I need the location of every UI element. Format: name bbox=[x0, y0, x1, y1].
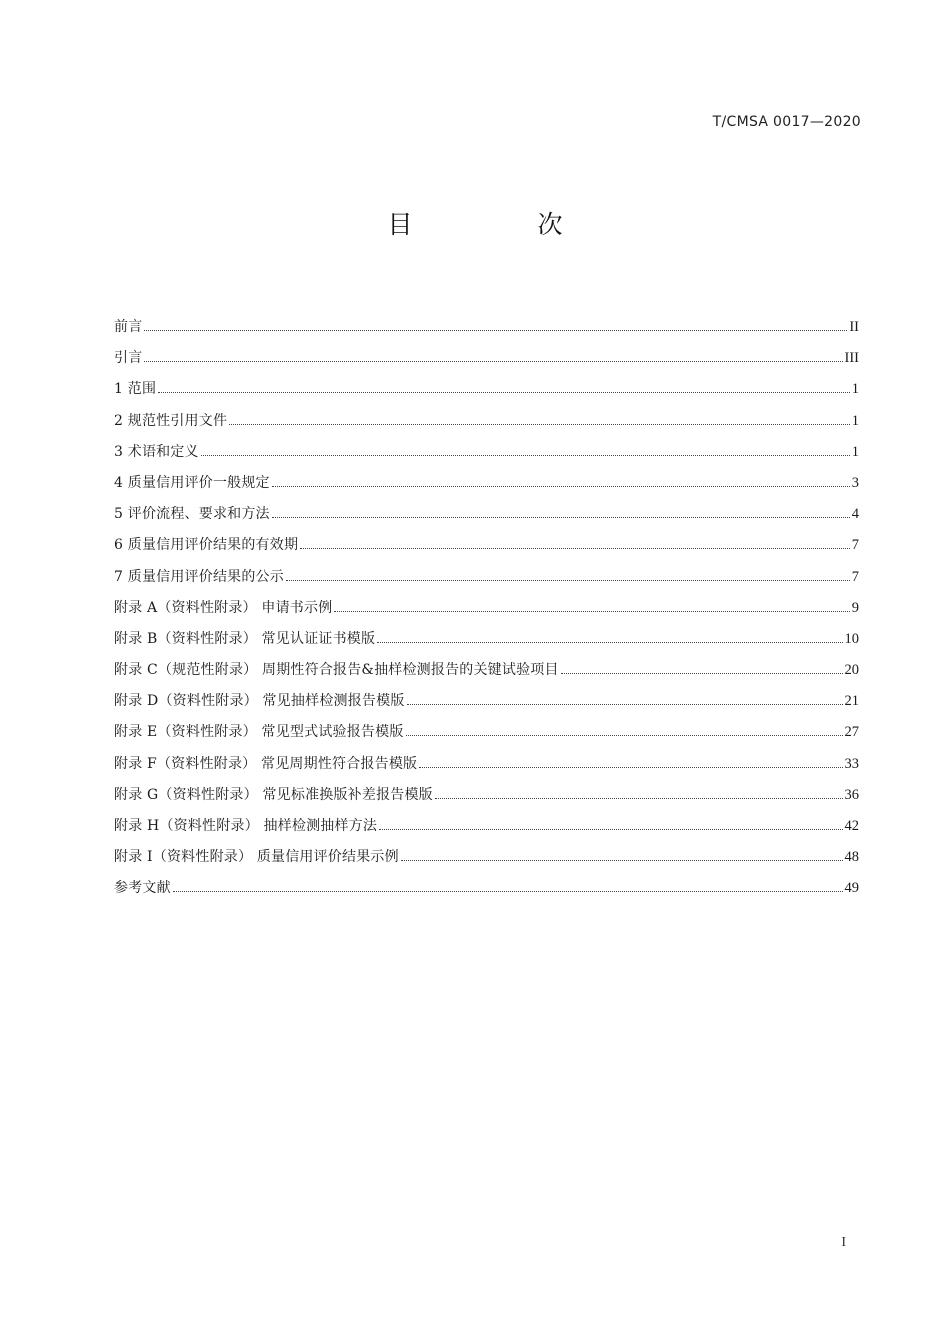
toc-entry-annex-d[interactable] bbox=[114, 690, 859, 721]
toc-entry-label: 5 评价流程、要求和方法 bbox=[114, 506, 270, 523]
toc-entry-annex-h[interactable] bbox=[114, 815, 859, 846]
toc-entry-page: 10 bbox=[844, 630, 859, 647]
table-of-contents bbox=[114, 316, 859, 909]
toc-entry-label: 附录 H（资料性附录） 抽样检测抽样方法 bbox=[114, 818, 378, 834]
toc-entry-label: 参考文献 bbox=[114, 880, 171, 897]
toc-leader-dots bbox=[379, 829, 842, 830]
toc-leader-dots bbox=[272, 486, 850, 487]
toc-leader-dots bbox=[435, 798, 843, 799]
toc-entry-page: 21 bbox=[844, 693, 859, 710]
toc-entry-introduction[interactable] bbox=[114, 347, 859, 378]
toc-entry-validity-period[interactable] bbox=[114, 534, 859, 565]
toc-entry-label: 附录 F（资料性附录） 常见周期性符合报告模版 bbox=[114, 755, 418, 772]
toc-leader-dots bbox=[419, 767, 842, 768]
toc-entry-page: II bbox=[849, 319, 859, 335]
toc-leader-dots bbox=[229, 424, 850, 425]
toc-entry-terms-definitions[interactable] bbox=[114, 441, 859, 472]
toc-entry-foreword[interactable] bbox=[114, 316, 859, 347]
toc-entry-label: 引言 bbox=[114, 350, 143, 367]
toc-entry-annex-f[interactable] bbox=[114, 753, 859, 784]
toc-entry-annex-b[interactable] bbox=[114, 628, 859, 659]
toc-leader-dots bbox=[286, 580, 850, 581]
toc-entry-normative-references[interactable] bbox=[114, 410, 859, 441]
toc-entry-annex-e[interactable] bbox=[114, 721, 859, 752]
toc-entry-page: 1 bbox=[851, 443, 859, 460]
toc-leader-dots bbox=[144, 330, 847, 331]
toc-entry-label: 前言 bbox=[114, 319, 143, 335]
toc-entry-label: 附录 C（规范性附录） 周期性符合报告&抽样检测报告的关键试验项目 bbox=[114, 662, 559, 679]
page-number: I bbox=[841, 1235, 846, 1250]
toc-title: 目 次 bbox=[387, 210, 613, 239]
toc-entry-label: 附录 A（资料性附录） 申请书示例 bbox=[114, 599, 333, 616]
toc-entry-annex-c[interactable] bbox=[114, 659, 859, 690]
toc-entry-bibliography[interactable] bbox=[114, 877, 859, 908]
toc-entry-page: III bbox=[844, 350, 859, 367]
toc-entry-annex-i[interactable] bbox=[114, 846, 859, 877]
toc-entry-label: 3 术语和定义 bbox=[114, 443, 199, 460]
toc-entry-page: 1 bbox=[851, 381, 859, 398]
toc-leader-dots bbox=[406, 735, 843, 736]
toc-entry-page: 42 bbox=[844, 818, 859, 834]
toc-entry-label: 附录 I（资料性附录） 质量信用评价结果示例 bbox=[114, 849, 399, 866]
toc-entry-page: 7 bbox=[851, 537, 859, 554]
toc-leader-dots bbox=[401, 860, 843, 861]
toc-entry-page: 49 bbox=[844, 880, 859, 897]
toc-leader-dots bbox=[407, 704, 843, 705]
toc-entry-page: 48 bbox=[844, 849, 859, 866]
toc-entry-page: 4 bbox=[851, 506, 859, 523]
toc-entry-label: 7 质量信用评价结果的公示 bbox=[114, 568, 284, 585]
toc-entry-label: 6 质量信用评价结果的有效期 bbox=[114, 537, 299, 554]
toc-leader-dots bbox=[561, 673, 843, 674]
toc-leader-dots bbox=[272, 517, 850, 518]
toc-entry-label: 附录 E（资料性附录） 常见型式试验报告模版 bbox=[114, 724, 404, 741]
toc-leader-dots bbox=[377, 642, 842, 643]
toc-entry-annex-g[interactable] bbox=[114, 784, 859, 815]
toc-entry-label: 附录 B（资料性附录） 常见认证证书模版 bbox=[114, 630, 376, 647]
toc-leader-dots bbox=[144, 361, 842, 362]
toc-entry-label: 4 质量信用评价一般规定 bbox=[114, 474, 270, 491]
toc-entry-page: 27 bbox=[844, 724, 859, 741]
toc-entry-page: 36 bbox=[844, 786, 859, 803]
toc-entry-page: 7 bbox=[851, 568, 859, 585]
toc-leader-dots bbox=[173, 891, 843, 892]
toc-entry-page: 9 bbox=[851, 599, 859, 616]
toc-entry-label: 附录 G（资料性附录） 常见标准换版补差报告模版 bbox=[114, 786, 433, 803]
toc-entry-annex-a[interactable] bbox=[114, 597, 859, 628]
toc-entry-page: 3 bbox=[851, 474, 859, 491]
document-code: T/CMSA 0017—2020 bbox=[712, 114, 861, 130]
toc-entry-page: 20 bbox=[844, 662, 859, 679]
toc-leader-dots bbox=[201, 455, 850, 456]
toc-entry-label: 附录 D（资料性附录） 常见抽样检测报告模版 bbox=[114, 693, 405, 710]
toc-leader-dots bbox=[158, 392, 850, 393]
toc-entry-page: 33 bbox=[844, 755, 859, 772]
toc-entry-publication[interactable] bbox=[114, 566, 859, 597]
toc-leader-dots bbox=[300, 548, 850, 549]
toc-entry-general-provisions[interactable] bbox=[114, 472, 859, 503]
toc-leader-dots bbox=[334, 611, 849, 612]
toc-entry-label: 1 范围 bbox=[114, 381, 157, 398]
toc-entry-label: 2 规范性引用文件 bbox=[114, 412, 228, 429]
toc-entry-evaluation-process[interactable] bbox=[114, 503, 859, 534]
toc-entry-scope[interactable] bbox=[114, 378, 859, 409]
toc-entry-page: 1 bbox=[851, 412, 859, 429]
